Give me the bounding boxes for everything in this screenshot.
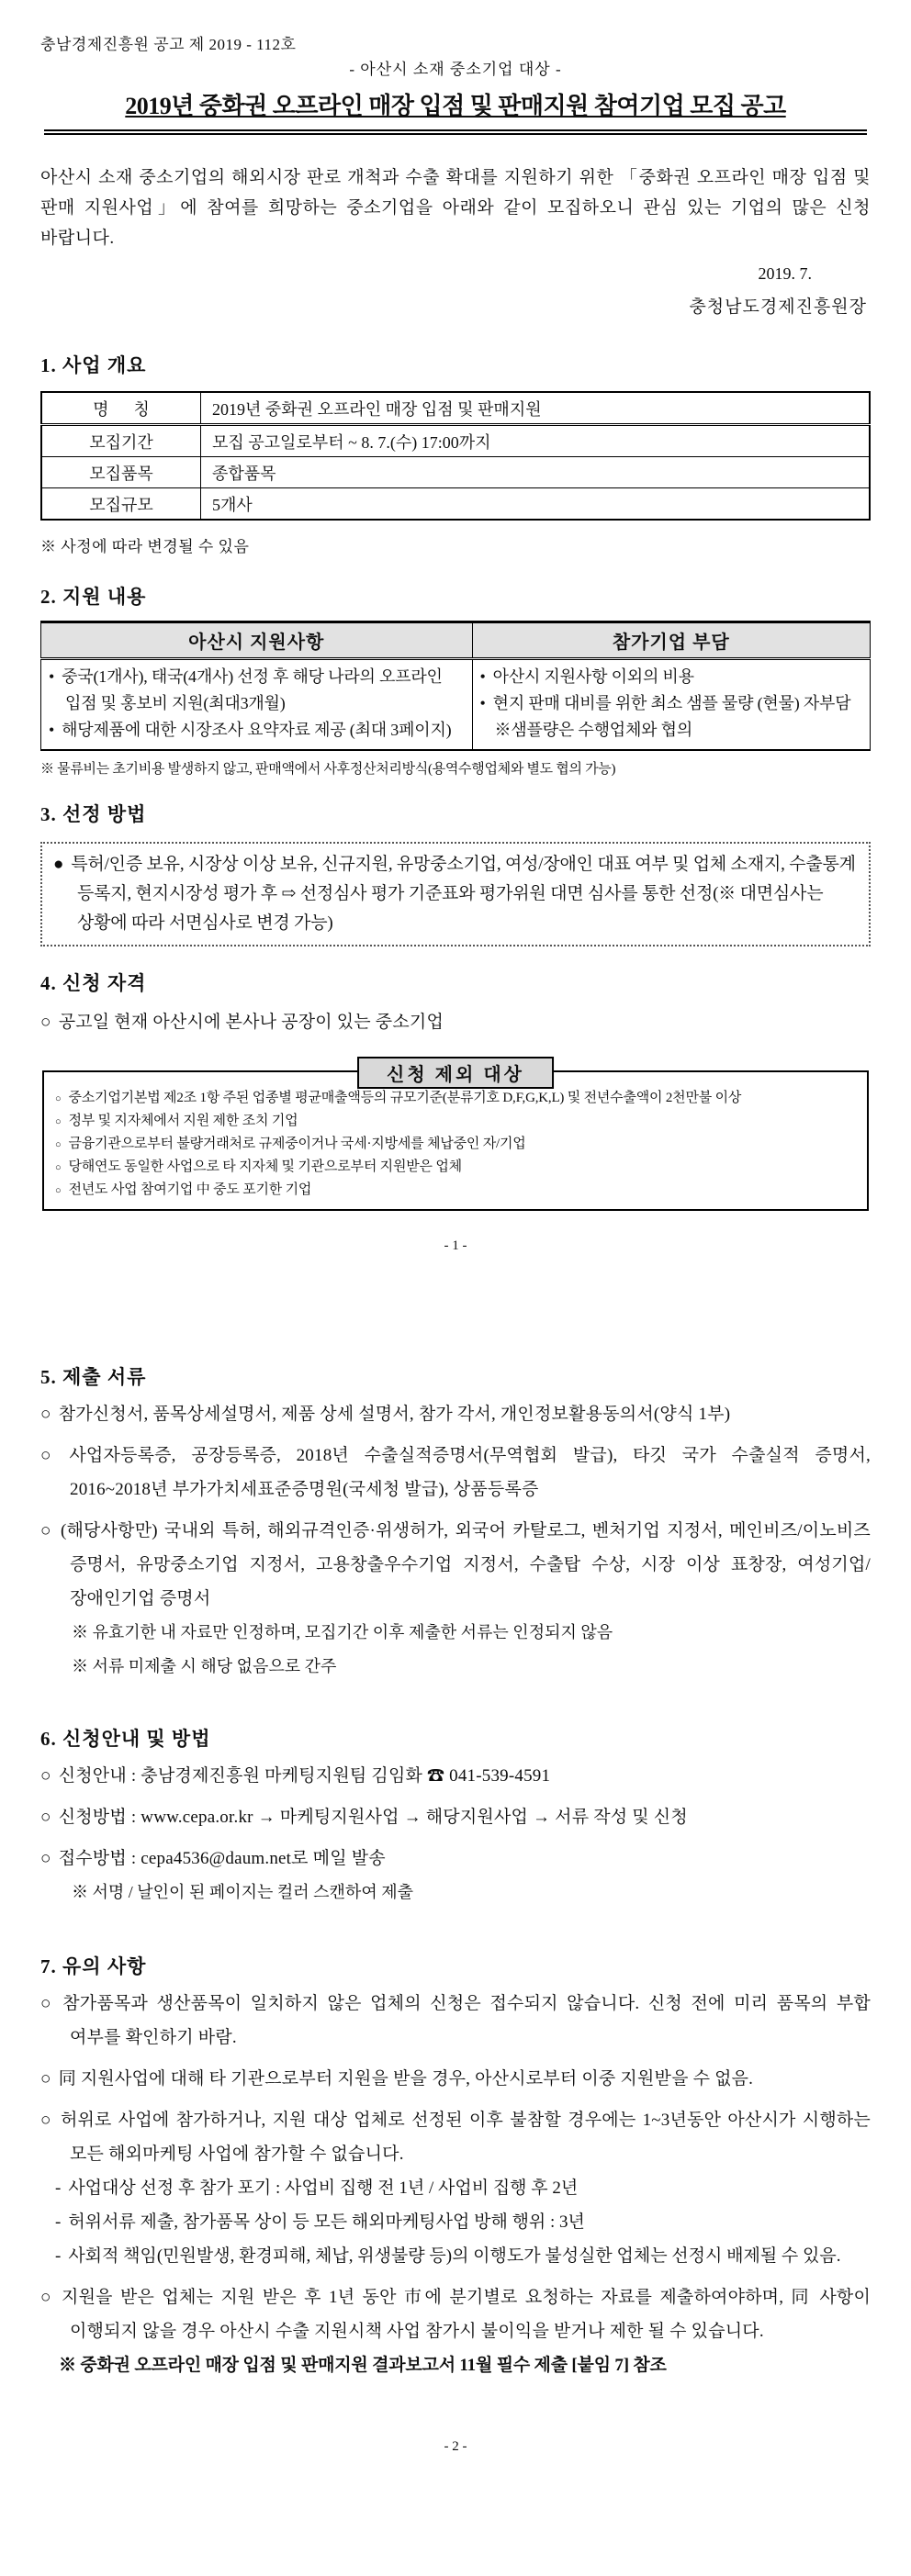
list-item: [55, 1179, 856, 1202]
notice-number: 충남경제진흥원 공고 제 2019 - 112호: [40, 36, 297, 53]
list-item: [55, 1156, 856, 1179]
row-value: 종합품목: [201, 457, 871, 488]
title-rule: [44, 90, 867, 135]
dash-icon: -: [55, 2212, 62, 2232]
circle-icon: ○: [40, 1521, 53, 1540]
bullet-icon: ●: [53, 855, 64, 874]
row-label: 모집기간: [41, 425, 201, 457]
guide-note: ※ 서명 / 날인이 된 페이지는 컬러 스캔하여 제출: [72, 1883, 413, 1901]
section-5-heading: 5. 제출 서류: [40, 1366, 147, 1388]
row-label: 명 칭: [41, 392, 201, 425]
list-item-text: 접수방법 : cepa4536@daum.net로 메일 발송: [58, 1849, 386, 1868]
circle-icon: ○: [55, 1093, 62, 1104]
selection-method-box: [40, 842, 871, 946]
row-value: 2019년 중화권 오프라인 매장 입점 및 판매지원: [201, 392, 871, 425]
list-item: [55, 1087, 856, 1110]
list-item-text: 해당제품에 대한 시장조사 요약자료 제공 (최대 3페이지): [62, 721, 452, 739]
list-item-text: 아산시 지원사항 이외의 비용: [492, 667, 694, 686]
list-item-text: 참가신청서, 품목상세설명서, 제품 상세 설명서, 참가 각서, 개인정보활용동의서(양식 1부): [58, 1405, 731, 1424]
circle-icon: ○: [40, 1808, 51, 1827]
list-item-text: 정부 및 지자체에서 지원 제한 조치 기업: [68, 1114, 298, 1128]
column-header: 아산시 지원사항: [41, 622, 473, 659]
column-header: 참가기업 부담: [472, 622, 870, 659]
list-item-text: 사업대상 선정 후 참가 포기 : 사업비 집행 전 1년 / 사업비 집행 후 2년: [68, 2178, 579, 2198]
list-item-text: 참가품목과 생산품목이 일치하지 않은 업체의 신청은 접수되지 않습니다. 신청 전에 미리 품목의 부합 여부를 확인하기 바람.: [62, 1994, 871, 2047]
support-note: ※ 물류비는 초기비용 발생하지 않고, 판매액에서 사후정산처리방식(용역수행업체와 별도 협의 가능): [40, 762, 616, 777]
guide-item: [40, 1800, 871, 1834]
list-item: [49, 664, 465, 717]
row-label: 모집품목: [41, 457, 201, 488]
circle-icon: ○: [55, 1116, 62, 1127]
circle-icon: ○: [40, 1849, 51, 1868]
overview-table: [40, 391, 871, 521]
guide-item: [40, 1842, 871, 1876]
list-item: [480, 690, 862, 717]
list-item-text: 현지 판매 대비를 위한 최소 샘플 물량 (현물) 자부담: [492, 694, 851, 712]
table-row: [41, 659, 871, 751]
list-item-text: 사회적 책임(민원발생, 환경피해, 체납, 위생불량 등)의 이행도가 불성실한 업체는 선정시 배제될 수 있음.: [68, 2246, 841, 2266]
circle-icon: ○: [40, 1994, 56, 2013]
cell-note: ※샘플량은 수행업체와 협의: [494, 721, 693, 739]
caution-subitem: [55, 2239, 871, 2273]
circle-icon: ○: [55, 1162, 62, 1173]
issuer-line: 충청남도경제진흥원장: [689, 297, 867, 317]
list-item-text: 허위로 사업에 참가하거나, 지원 대상 업체로 선정된 이후 불참할 경우에는 1~3년동안 아산시가 시행하는 모든 해외마케팅 사업에 참가할 수 없습니다.: [60, 2111, 871, 2164]
page-number-2: - 2 -: [444, 2439, 467, 2454]
section-6-heading: 6. 신청안내 및 방법: [40, 1728, 211, 1750]
circle-icon: ○: [40, 1013, 51, 1032]
circle-icon: ○: [40, 1766, 51, 1786]
section-2-heading: 2. 지원 내용: [40, 586, 147, 608]
caution-item: [40, 2103, 871, 2171]
support-table: [40, 621, 871, 751]
list-item-text: 사업자등록증, 공장등록증, 2018년 수출실적증명서(무역협회 발급), 타깃 국가 수출실적 증명서, 2016~2018년 부가가치세표준증명원(국세청 발급), 상품등록증: [69, 1446, 871, 1499]
circle-icon: ○: [55, 1185, 62, 1196]
row-label: 모집규모: [41, 488, 201, 521]
caution-subitem: [55, 2205, 871, 2239]
list-item-text: 당해연도 동일한 사업으로 타 지자체 및 기관으로부터 지원받은 업체: [68, 1159, 462, 1174]
list-item-text: 중소기업기본법 제2조 1항 주된 업종별 평균매출액등의 규모기준(분류기호 D,F,G,K,L) 및 전년수출액이 2천만불 이상: [68, 1091, 742, 1105]
burden-cell: [472, 659, 870, 751]
caution-item: [40, 2280, 871, 2348]
section-7-heading: 7. 유의 사항: [40, 1955, 147, 1977]
circle-icon: ○: [40, 2111, 53, 2130]
report-required-note: ※ 중화권 오프라인 매장 입점 및 판매지원 결과보고서 11월 필수 제출 [붙임 7] 참조: [59, 2356, 667, 2375]
row-value: 5개사: [201, 488, 871, 521]
page-number-1: - 1 -: [444, 1238, 467, 1253]
dash-icon: -: [55, 2246, 62, 2266]
qualification-item: [40, 1007, 871, 1037]
table-row: [41, 392, 870, 425]
list-item-text: 허위서류 제출, 참가품목 상이 등 모든 해외마케팅사업 방해 행위 : 3년: [68, 2212, 585, 2232]
list-item: [55, 1110, 856, 1133]
bullet-icon: •: [479, 694, 486, 712]
bullet-icon: •: [49, 721, 55, 739]
list-item: [55, 1133, 856, 1156]
list-item-text: 공고일 현재 아산시에 본사나 공장이 있는 중소기업: [58, 1013, 444, 1032]
exclusion-box: [42, 1065, 869, 1211]
support-cell: [41, 659, 473, 751]
exclusion-box-title: 신청 제외 대상: [357, 1057, 554, 1089]
bullet-icon: •: [479, 667, 486, 686]
date-line: 2019. 7.: [758, 264, 812, 283]
list-item-text: 지원을 받은 업체는 지원 받은 후 1년 동안 市에 분기별로 요청하는 자료를 제출하여야하며, 同 사항이 이행되지 않을 경우 아산시 수출 지원시책 사업 참가시 불이익을 받거나 제한 될 수 있습니다.: [62, 2288, 871, 2341]
list-item: [53, 850, 858, 938]
row-value: 모집 공고일로부터 ~ 8. 7.(수) 17:00까지: [201, 425, 871, 457]
list-item-text: (해당사항만) 국내외 특허, 해외규격인증·위생허가, 외국어 카탈로그, 벤처기업 지정서, 메인비즈/이노비즈 증명서, 유망중소기업 지정서, 고용창출우수기업 지정서, 수출탑 수상, 시장 이상 표창장, 여성기업/장애인기업 증명서: [60, 1521, 871, 1608]
caution-item: [40, 1987, 871, 2055]
list-item-text: 금융기관으로부터 불량거래처로 규제중이거나 국세·지방세를 체납중인 자/기업: [68, 1137, 526, 1151]
target-audience-line: - 아산시 소재 중소기업 대상 -: [349, 61, 562, 78]
circle-icon: ○: [40, 2069, 51, 2089]
document-item: [40, 1514, 871, 1616]
circle-icon: ○: [40, 2288, 55, 2307]
section-1-heading: 1. 사업 개요: [40, 354, 147, 376]
list-item-text: 전년도 사업 참여기업 中 중도 포기한 기업: [68, 1182, 312, 1197]
list-item: [480, 664, 862, 690]
table-row: [41, 488, 870, 521]
caution-subitem: [55, 2171, 871, 2205]
circle-icon: ○: [55, 1139, 62, 1150]
list-item-text: 중국(1개사), 태국(4개사) 선정 후 해당 나라의 오프라인 입점 및 홍보비 지원(최대3개월): [62, 667, 443, 712]
table-row: [41, 457, 870, 488]
caution-item: [40, 2062, 871, 2096]
list-item-text: 同 지원사업에 대해 타 기관으로부터 지원을 받을 경우, 아산시로부터 이중 지원받을 수 없음.: [58, 2069, 754, 2089]
document-title: 2019년 중화권 오프라인 매장 입점 및 판매지원 참여기업 모집 공고: [125, 93, 786, 119]
list-item-text: 신청안내 : 충남경제진흥원 마케팅지원팀 김임화 ☎ 041-539-4591: [58, 1766, 551, 1786]
section-4-heading: 4. 신청 자격: [40, 972, 147, 994]
document-item: [40, 1439, 871, 1506]
bullet-icon: •: [49, 667, 55, 686]
list-item-text: 신청방법 : www.cepa.or.kr → 마케팅지원사업 → 해당지원사업 → 서류 작성 및 신청: [58, 1808, 688, 1827]
table-header-row: [41, 622, 871, 659]
submission-note: ※ 서류 미제출 시 해당 없음으로 간주: [72, 1657, 337, 1675]
dash-icon: -: [55, 2178, 62, 2198]
intro-paragraph: 아산시 소재 중소기업의 해외시장 판로 개척과 수출 확대를 지원하기 위한 「중화권 오프라인 매장 입점 및 판매 지원사업」에 참여를 희망하는 중소기업을 아래와 같이 모집하오니 관심 있는 기업의 많은 신청 바랍니다.: [40, 168, 871, 248]
circle-icon: ○: [40, 1446, 62, 1465]
guide-item: [40, 1759, 871, 1793]
circle-icon: ○: [40, 1405, 51, 1424]
overview-note: ※ 사정에 따라 변경될 수 있음: [40, 538, 250, 555]
document-item: [40, 1397, 871, 1431]
section-3-heading: 3. 선정 방법: [40, 803, 147, 825]
list-item: [49, 717, 465, 744]
table-row: [41, 425, 870, 457]
list-item-text: 특허/인증 보유, 시장상 이상 보유, 신규지원, 유망중소기업, 여성/장애인 대표 여부 및 업체 소재지, 수출통계 등록지, 현지시장성 평가 후 ⇨ 선정심사 평가 기준표와 평가위원 대면 심사를 통한 선정(※ 대면심사는 상황에 따라 서면심사로 변경 가능): [71, 855, 856, 933]
submission-note: ※ 유효기한 내 자료만 인정하며, 모집기간 이후 제출한 서류는 인정되지 않음: [72, 1623, 613, 1641]
